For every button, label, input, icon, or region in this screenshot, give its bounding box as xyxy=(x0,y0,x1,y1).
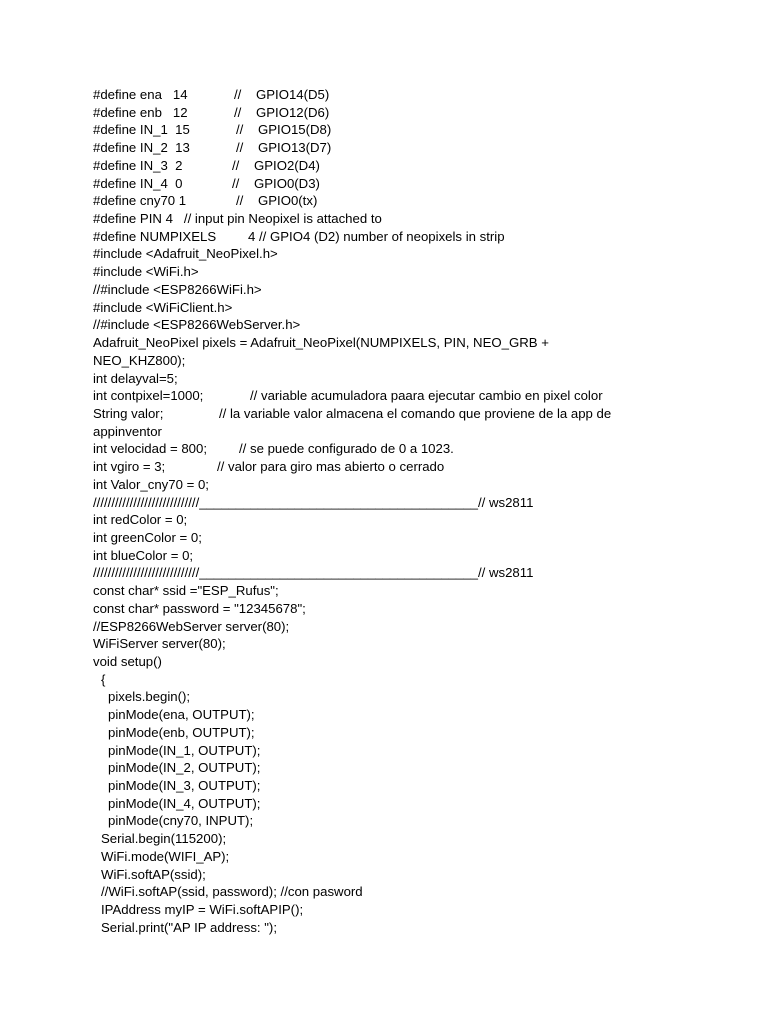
code-comment: // GPIO12(D6) xyxy=(234,104,330,120)
code-line: { xyxy=(101,671,106,687)
code-line: int redColor = 0; xyxy=(93,512,188,528)
code-comment: 4 // GPIO4 (D2) number of neopixels in strip xyxy=(248,228,505,244)
code-line xyxy=(93,458,733,476)
code-line xyxy=(93,157,733,175)
code-line: #define PIN 4 // input pin Neopixel is attached to xyxy=(93,211,382,227)
code-line: IPAddress myIP = WiFi.softAPIP(); xyxy=(101,902,304,918)
code-comment: // GPIO13(D7) xyxy=(236,140,332,156)
code-line xyxy=(93,104,733,122)
code-line xyxy=(93,192,733,210)
code-line: pinMode(IN_1, OUTPUT); xyxy=(108,742,261,758)
code-line: appinventor xyxy=(93,423,162,439)
code-line xyxy=(93,175,733,193)
code-line: pinMode(IN_3, OUTPUT); xyxy=(108,778,261,794)
code-text: #define cny70 1 xyxy=(93,193,187,209)
code-comment: // GPIO0(tx) xyxy=(236,193,318,209)
code-line: //WiFi.softAP(ssid, password); //con pasword xyxy=(101,884,363,900)
code-line xyxy=(93,387,733,405)
code-line xyxy=(93,405,733,423)
code-text: #define enb 12 xyxy=(93,104,188,120)
code-line: int delayval=5; xyxy=(93,370,178,386)
code-line: int Valor_cny70 = 0; xyxy=(93,476,209,492)
code-comment: // la variable valor almacena el comando que proviene de la app de xyxy=(219,405,612,421)
code-line xyxy=(93,121,733,139)
code-text: int vgiro = 3; xyxy=(93,459,166,475)
code-document xyxy=(93,86,733,937)
code-text: #define IN_1 15 xyxy=(93,122,190,138)
code-line: pinMode(ena, OUTPUT); xyxy=(108,707,255,723)
code-line: //#include <ESP8266WiFi.h> xyxy=(93,281,262,297)
code-line: WiFi.mode(WIFI_AP); xyxy=(101,848,230,864)
code-line: pinMode(enb, OUTPUT); xyxy=(108,724,255,740)
code-text: #define NUMPIXELS xyxy=(93,228,217,244)
code-line: WiFi.softAP(ssid); xyxy=(101,866,206,882)
code-line: //#include <ESP8266WebServer.h> xyxy=(93,317,301,333)
code-comment: // GPIO0(D3) xyxy=(232,175,320,191)
code-line: void setup() xyxy=(93,654,162,669)
code-line: Serial.print("AP IP address: "); xyxy=(101,919,277,935)
code-line: pixels.begin(); xyxy=(108,689,191,705)
code-comment: // GPIO15(D8) xyxy=(236,122,332,138)
code-line: //ESP8266WebServer server(80); xyxy=(93,618,290,634)
code-line: int greenColor = 0; xyxy=(93,529,202,545)
code-line: const char* ssid ="ESP_Rufus"; xyxy=(93,583,279,599)
code-line: WiFiServer server(80); xyxy=(93,636,226,652)
code-line: pinMode(cny70, INPUT); xyxy=(108,813,254,829)
code-text: int velocidad = 800; xyxy=(93,441,208,457)
code-line: pinMode(IN_2, OUTPUT); xyxy=(108,760,261,776)
code-line: Adafruit_NeoPixel pixels = Adafruit_NeoPixel(NUMPIXELS, PIN, NEO_GRB + xyxy=(93,335,549,351)
code-line: pinMode(IN_4, OUTPUT); xyxy=(108,795,261,811)
code-line: const char* password = "12345678"; xyxy=(93,600,306,616)
code-text: #define IN_4 0 xyxy=(93,175,183,191)
code-comment: // se puede configurado de 0 a 1023. xyxy=(239,441,454,457)
code-text: #define IN_2 13 xyxy=(93,140,190,156)
code-line xyxy=(93,139,733,157)
code-line: #include <Adafruit_NeoPixel.h> xyxy=(93,246,278,262)
code-line: NEO_KHZ800); xyxy=(93,352,186,368)
code-comment: // variable acumuladora paara ejecutar cambio en pixel color xyxy=(250,388,603,404)
separator-line: /////////////////////////////______________________________________// ws2811 xyxy=(93,565,534,581)
code-comment: // valor para giro mas abierto o cerrado xyxy=(217,459,445,475)
code-line: int blueColor = 0; xyxy=(93,547,194,563)
code-line xyxy=(93,228,733,246)
code-text: String valor; xyxy=(93,405,164,421)
code-text: #define ena 14 xyxy=(93,87,188,102)
code-text: #define IN_3 2 xyxy=(93,157,183,173)
code-comment: // GPIO14(D5) xyxy=(234,87,330,102)
code-comment: // GPIO2(D4) xyxy=(232,157,320,173)
code-line: #include <WiFiClient.h> xyxy=(93,299,233,315)
code-line xyxy=(93,440,733,458)
code-line xyxy=(93,86,733,104)
code-line: #include <WiFi.h> xyxy=(93,264,199,280)
code-line: Serial.begin(115200); xyxy=(101,831,227,847)
code-text: int contpixel=1000; xyxy=(93,388,204,404)
separator-line: /////////////////////////////______________________________________// ws2811 xyxy=(93,494,534,510)
